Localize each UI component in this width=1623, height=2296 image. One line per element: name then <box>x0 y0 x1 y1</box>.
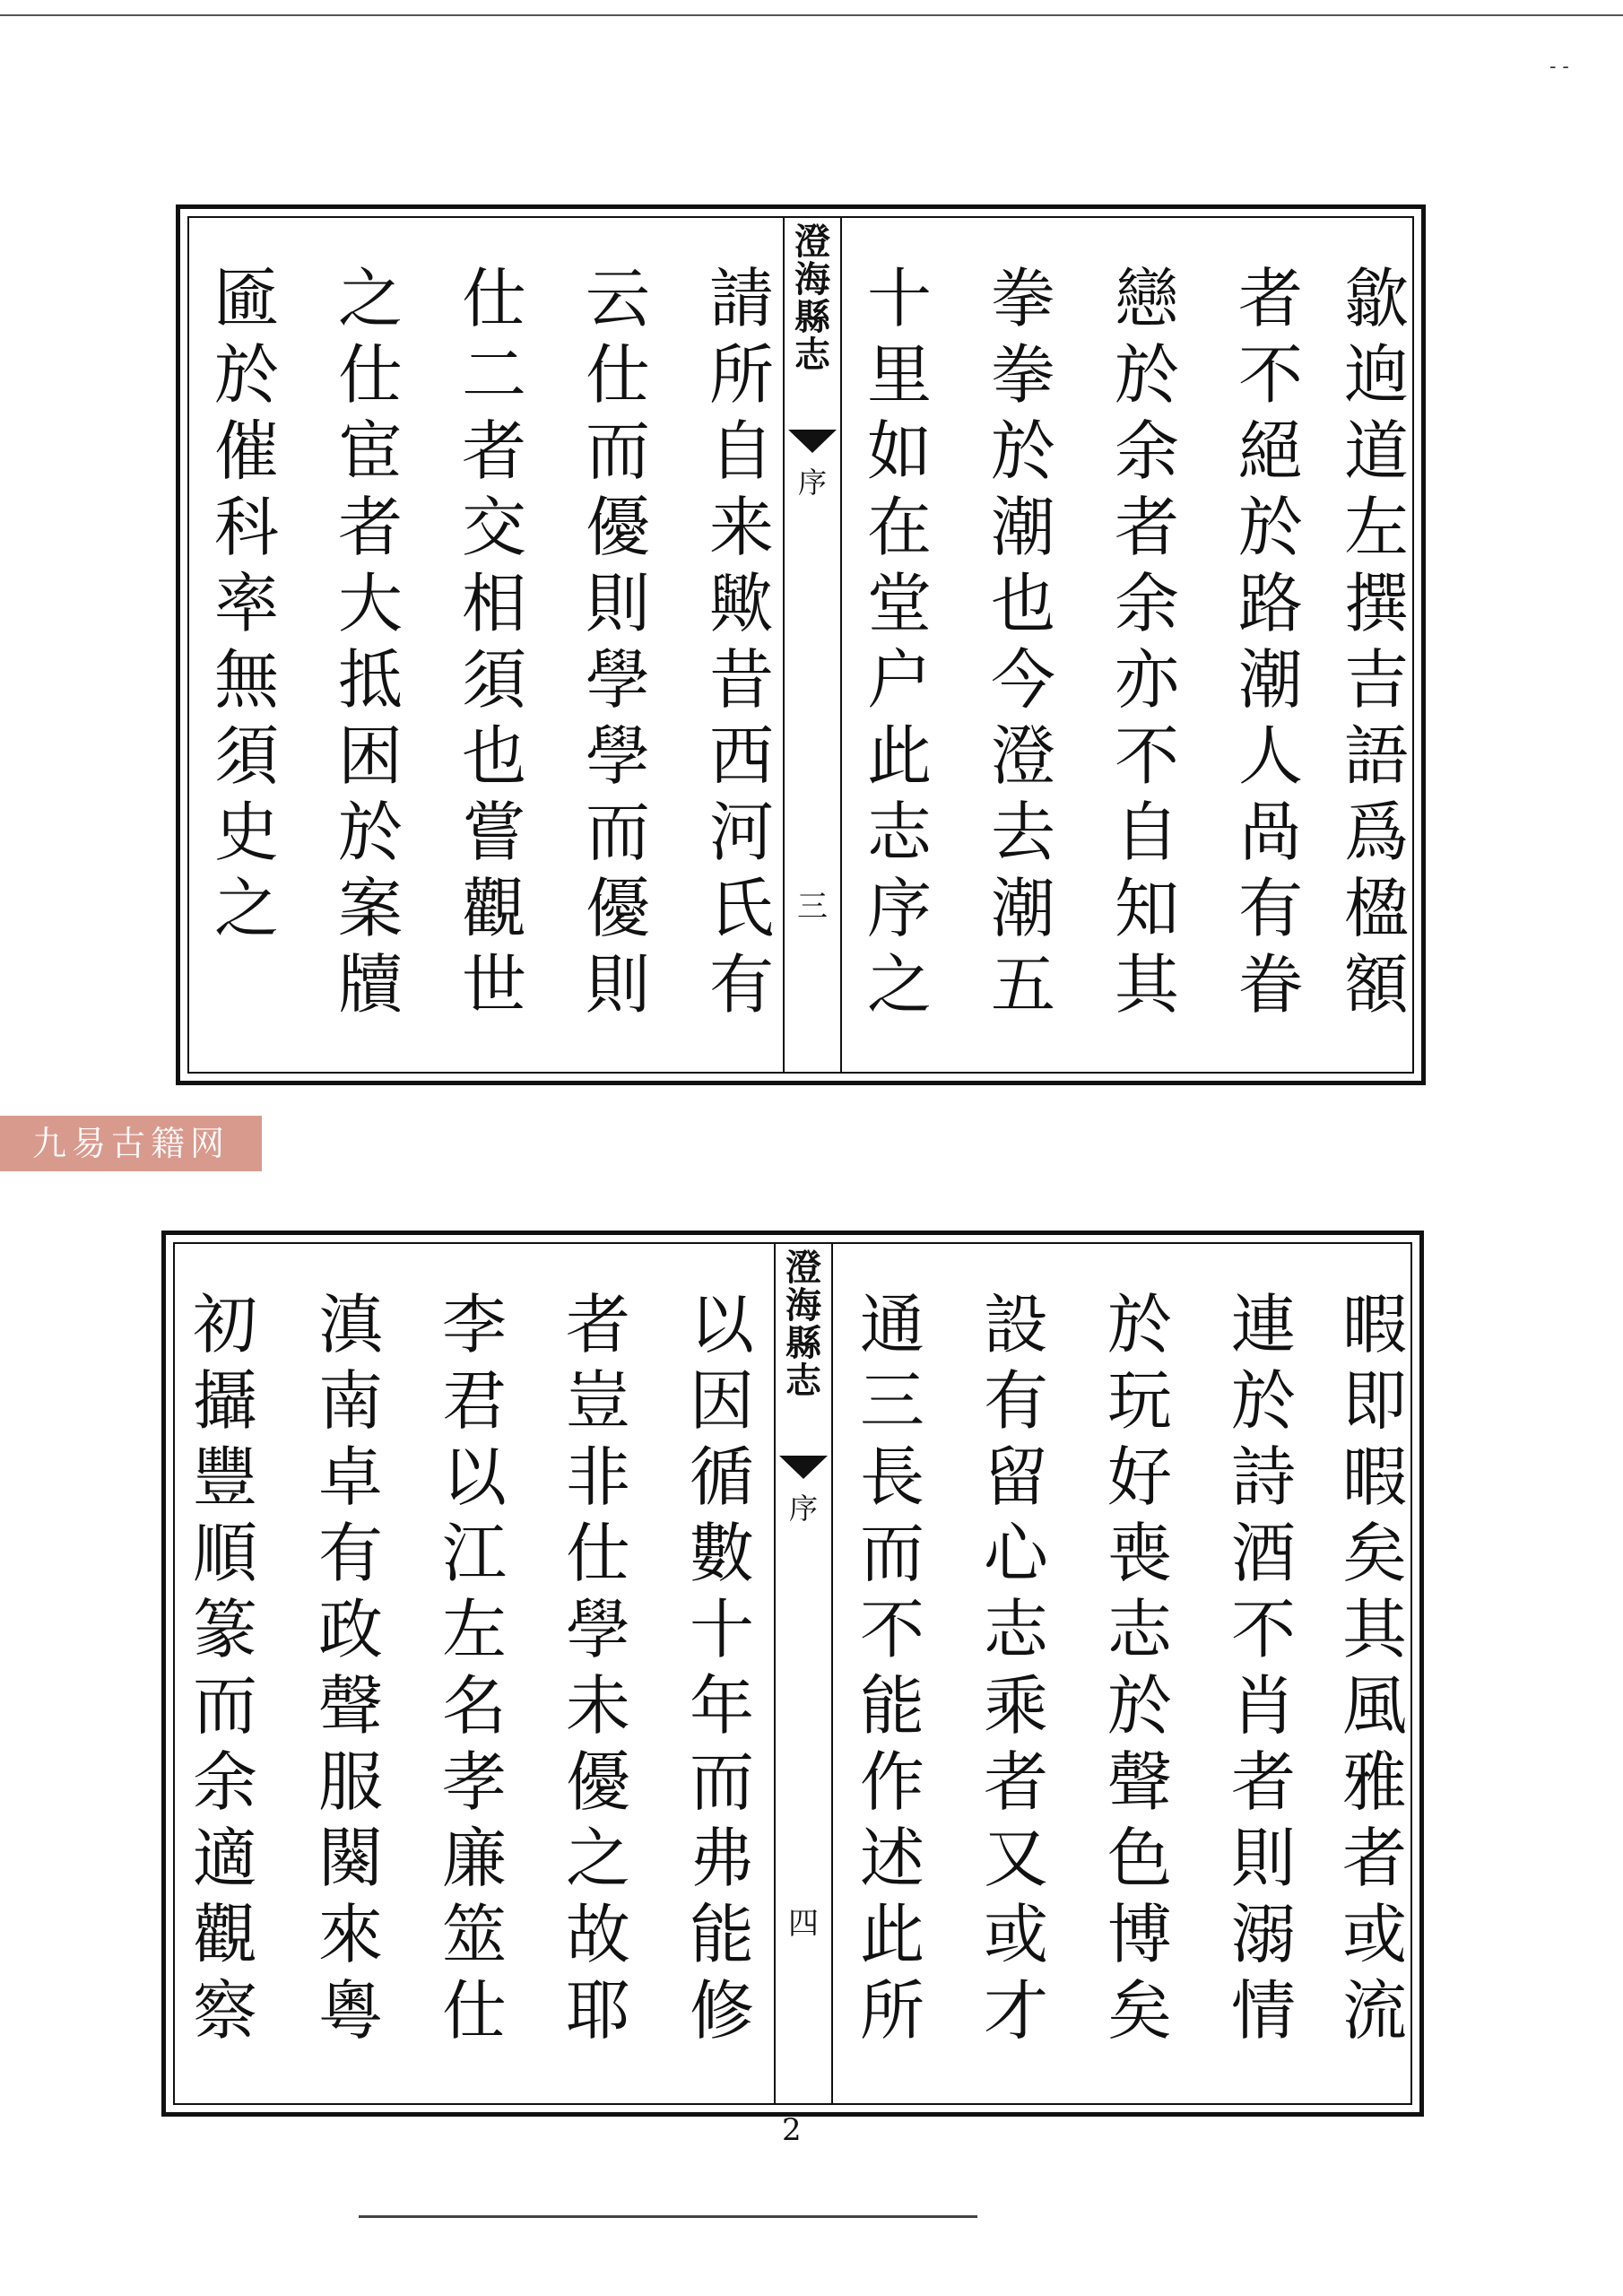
top-left-col-4: 之仕宦者大抵困於案牘 <box>337 261 403 1022</box>
bottom-center-strip <box>774 1244 833 2103</box>
bottom-strip-fishtail-mark <box>779 1456 828 1479</box>
bottom-strip-section: 序 <box>788 1492 818 1526</box>
bottom-strip-title: 澄海縣志 <box>785 1247 821 1402</box>
top-strip-fishtail-mark <box>788 430 837 453</box>
bottom-left-col-5: 初攝豐順篆而余適觀察 <box>192 1287 257 2048</box>
bottom-right-col-4: 設有留心志乘者又或才 <box>983 1287 1048 2048</box>
top-page-panel <box>176 204 1426 1085</box>
bottom-left-col-4: 滇南卓有政聲服闋來粵 <box>317 1287 383 2048</box>
top-strip-title: 澄海縣志 <box>794 221 830 376</box>
site-watermark: 九易古籍网 <box>0 1116 262 1171</box>
bottom-rule <box>359 2215 977 2218</box>
top-rule <box>0 14 1623 16</box>
bottom-left-col-2: 者豈非仕學未優之故耶 <box>565 1287 630 2048</box>
top-page-inner-frame <box>187 216 1414 1074</box>
top-right-col-1: 歙逈道左撰吉語爲楹額 <box>1343 261 1409 1022</box>
top-left-col-1: 請所自来歟昔西河氏有 <box>708 261 774 1022</box>
top-right-col-4: 拳拳於潮也今澄去潮五 <box>990 261 1055 1022</box>
bottom-right-col-5: 通三長而不能作述此所 <box>859 1287 924 2048</box>
top-right-col-3: 戀於余者余亦不自知其 <box>1114 261 1179 1022</box>
dash-mark: - - <box>1549 56 1569 78</box>
top-left-col-5: 匬於催科率無須史之 <box>213 261 279 946</box>
top-center-strip <box>783 218 842 1072</box>
top-left-col-2: 云仕而優則學學而優則 <box>585 261 650 1022</box>
bottom-right-col-1: 暇即暇矣其風雅者或流 <box>1341 1287 1407 2048</box>
top-right-col-5: 十里如在堂户此志序之 <box>866 261 932 1022</box>
bottom-right-col-2: 連於詩酒不肖者則溺情 <box>1230 1287 1296 2048</box>
bottom-page-inner-frame <box>173 1242 1412 2105</box>
page-number: 2 <box>782 2112 802 2148</box>
top-strip-folio: 三 <box>797 889 828 925</box>
top-right-col-2: 者不絕於路潮人咼有眷 <box>1237 261 1303 1022</box>
bottom-left-col-1: 以因循數十年而弗能修 <box>689 1287 754 2048</box>
top-strip-section: 序 <box>797 465 827 500</box>
bottom-page-panel <box>161 1231 1424 2117</box>
bottom-strip-folio: 四 <box>788 1906 819 1942</box>
top-left-col-3: 仕二者交相須也嘗觀世 <box>461 261 526 1022</box>
bottom-left-col-3: 李君以江左名孝廉筮仕 <box>441 1287 507 2048</box>
bottom-right-col-3: 於玩好喪志於聲色博矣 <box>1107 1287 1172 2048</box>
